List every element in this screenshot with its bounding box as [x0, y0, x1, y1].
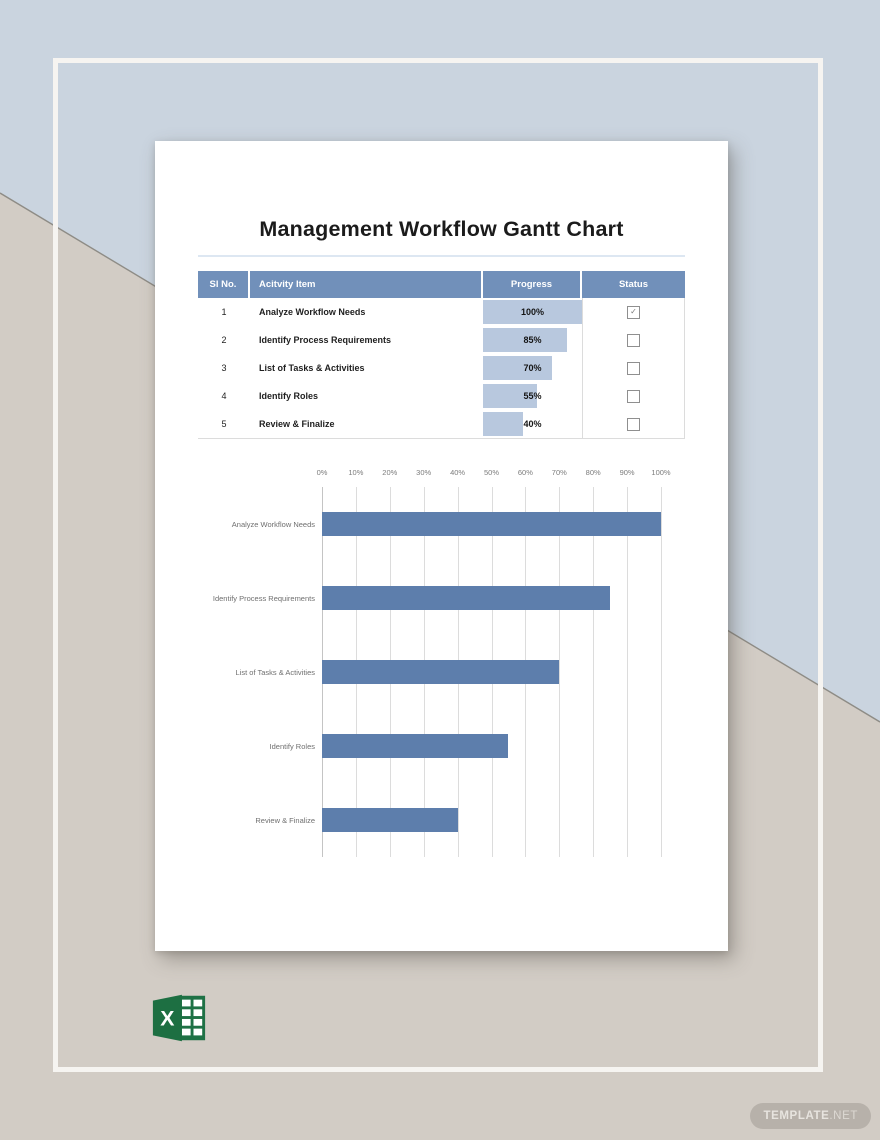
chart-axis-tick: 50%	[483, 468, 500, 477]
gantt-bar	[322, 512, 661, 536]
workflow-table	[198, 271, 685, 439]
cell-progress	[483, 354, 582, 382]
cell-status	[582, 298, 685, 326]
page-title: Management Workflow Gantt Chart	[259, 217, 624, 241]
table-row	[198, 326, 685, 354]
cell-progress	[483, 410, 582, 438]
watermark-badge[interactable]	[750, 1103, 871, 1129]
gantt-category-label: Identify Process Requirements	[212, 593, 315, 603]
chart-axis-tick: 0%	[316, 468, 328, 477]
table-row	[198, 382, 685, 410]
svg-text:X: X	[160, 1006, 175, 1031]
cell-status	[582, 326, 685, 354]
gantt-category-label: Identify Roles	[269, 741, 315, 751]
chart-axis-tick: 10%	[348, 468, 364, 477]
gantt-chart	[198, 466, 671, 857]
cell-progress	[483, 382, 582, 410]
chart-axis-tick: 90%	[619, 468, 635, 477]
status-checkbox[interactable]: ✓	[627, 306, 640, 319]
gantt-bar	[322, 586, 610, 610]
cell-activity: Analyze Workflow Needs	[259, 307, 366, 317]
chart-axis-tick: 70%	[551, 468, 567, 477]
gantt-category-column	[198, 487, 322, 857]
status-checkbox[interactable]	[627, 418, 640, 431]
gantt-body	[198, 487, 661, 857]
gantt-category-label: Review & Finalize	[255, 815, 315, 825]
chart-axis-tick: 30%	[416, 468, 432, 477]
status-checkbox[interactable]	[627, 334, 640, 347]
status-checkbox[interactable]	[627, 362, 640, 375]
progress-value: 85%	[523, 335, 542, 345]
cell-sl-no: 4	[221, 391, 227, 401]
progress-value: 100%	[520, 307, 545, 317]
chart-axis-tick: 60%	[517, 468, 533, 477]
gantt-bar	[322, 808, 458, 832]
table-row	[198, 410, 685, 438]
table-header-row	[198, 271, 685, 298]
cell-activity: Identify Process Requirements	[259, 335, 392, 345]
chart-gridline	[661, 487, 662, 857]
cell-activity: Identify Roles	[259, 391, 319, 401]
cell-status	[582, 410, 685, 438]
table-body	[198, 298, 685, 439]
cell-status	[582, 382, 685, 410]
cell-progress	[483, 326, 582, 354]
cell-sl-no: 5	[221, 419, 227, 429]
chart-axis-tick: 20%	[382, 468, 398, 477]
chart-axis-tick: 80%	[585, 468, 601, 477]
table-row	[198, 354, 685, 382]
cell-sl-no: 3	[221, 363, 227, 373]
chart-axis-tick: 40%	[450, 468, 466, 477]
cell-sl-no: 2	[221, 335, 227, 345]
header-progress: Progress	[483, 271, 582, 298]
gantt-category-label: List of Tasks & Activities	[235, 667, 315, 677]
gantt-category-label: Analyze Workflow Needs	[231, 519, 315, 529]
cell-sl-no: 1	[221, 307, 227, 317]
cell-status	[582, 354, 685, 382]
gantt-plot	[322, 487, 661, 857]
progress-value: 40%	[523, 419, 542, 429]
cell-progress	[483, 298, 582, 326]
progress-value: 55%	[523, 391, 542, 401]
gantt-bar	[322, 734, 508, 758]
progress-value: 70%	[523, 363, 542, 373]
cell-activity: Review & Finalize	[259, 419, 335, 429]
excel-icon	[150, 992, 208, 1044]
title-divider	[198, 255, 685, 257]
header-activity: Acitvity Item	[250, 271, 483, 298]
gantt-bar	[322, 660, 559, 684]
header-sl-no: Sl No.	[198, 271, 250, 298]
watermark-text-light: .NET	[829, 1110, 858, 1122]
header-status: Status	[582, 271, 685, 298]
chart-axis-tick: 100%	[651, 468, 671, 477]
gantt-axis	[316, 466, 671, 487]
status-checkbox[interactable]	[627, 390, 640, 403]
cell-activity: List of Tasks & Activities	[259, 363, 365, 373]
table-row	[198, 298, 685, 326]
document-page	[155, 141, 728, 951]
watermark-text-bold: TEMPLATE	[763, 1110, 830, 1122]
